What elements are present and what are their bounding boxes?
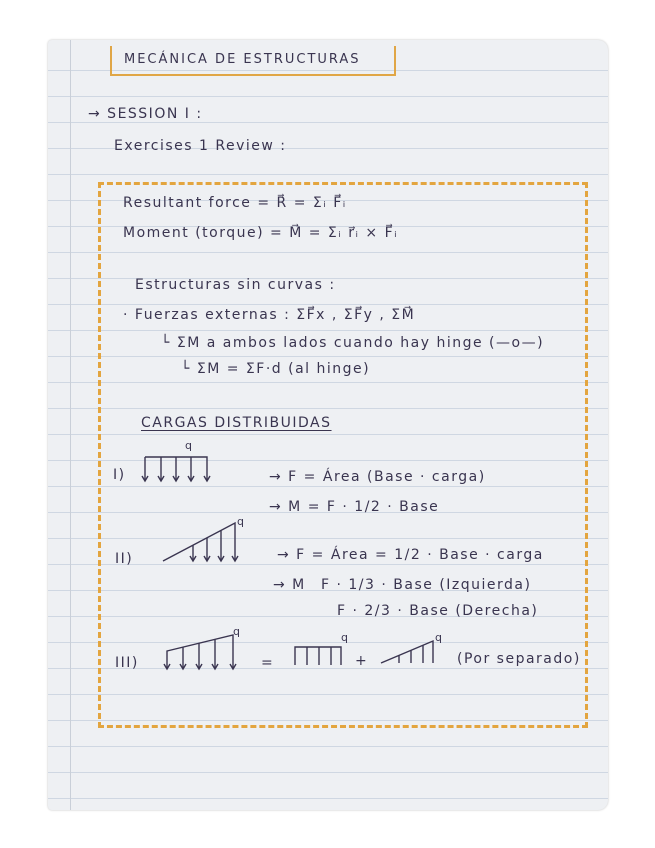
estructuras-heading: Estructuras sin curvas : xyxy=(135,277,336,293)
case2-moment-label: → M xyxy=(273,577,306,593)
resultant-force-line: Resultant force = R⃗ = Σᵢ F⃗ᵢ xyxy=(123,195,347,211)
case1-force-line: → F = Área (Base · carga) xyxy=(269,469,486,485)
case3-q-label: q xyxy=(233,625,242,638)
summary-box xyxy=(98,182,588,728)
sum-moment-both-sides-line: └ ΣM a ambos lados cuando hay hinge (—o—) xyxy=(161,335,545,351)
uniform-part-sketch xyxy=(291,641,351,671)
ruled-line xyxy=(48,122,608,123)
case1-moment-line: → M = F · 1/2 · Base xyxy=(269,499,440,515)
triangular-load-sketch xyxy=(159,517,249,567)
ruled-line xyxy=(48,798,608,799)
ruled-line xyxy=(48,174,608,175)
sum-moment-equation-line: └ ΣM = ΣF·d (al hinge) xyxy=(181,361,371,377)
case3-label: III) xyxy=(115,655,139,671)
case2-force-line: → F = Área = 1/2 · Base · carga xyxy=(277,547,544,563)
case1-q-label: q xyxy=(185,439,194,452)
exercises-heading: Exercises 1 Review : xyxy=(114,138,287,154)
case3-note: (Por separado) xyxy=(457,651,581,667)
notebook-page xyxy=(48,40,608,810)
page-title: MECÁNICA DE ESTRUCTURAS xyxy=(124,52,361,67)
fuerzas-line: · Fuerzas externas : ΣF⃗x , ΣF⃗y , ΣM⃗ xyxy=(123,307,416,323)
case2-moment-right: F · 2/3 · Base (Derecha) xyxy=(337,603,539,619)
ruled-line xyxy=(48,746,608,747)
case2-label: II) xyxy=(115,551,134,567)
title-box xyxy=(110,46,396,76)
case3-plus-sign: + xyxy=(355,653,369,669)
case3-triangular-q-label: q xyxy=(435,631,444,644)
ruled-line xyxy=(48,772,608,773)
session-heading: → SESSION I : xyxy=(88,106,203,122)
case3-uniform-q-label: q xyxy=(341,631,350,644)
cargas-distribuidas-heading: CARGAS DISTRIBUIDAS xyxy=(141,415,332,431)
moment-line: Moment (torque) = M⃗ = Σᵢ r⃗ᵢ × F⃗ᵢ xyxy=(123,225,399,241)
ruled-line xyxy=(48,96,608,97)
case3-equals-sign: = xyxy=(261,655,275,671)
page-margin-line xyxy=(70,40,71,810)
case2-moment-left: F · 1/3 · Base (Izquierda) xyxy=(321,577,532,593)
case2-q-label: q xyxy=(237,515,246,528)
case1-label: I) xyxy=(113,467,126,483)
uniform-load-sketch xyxy=(141,451,221,485)
